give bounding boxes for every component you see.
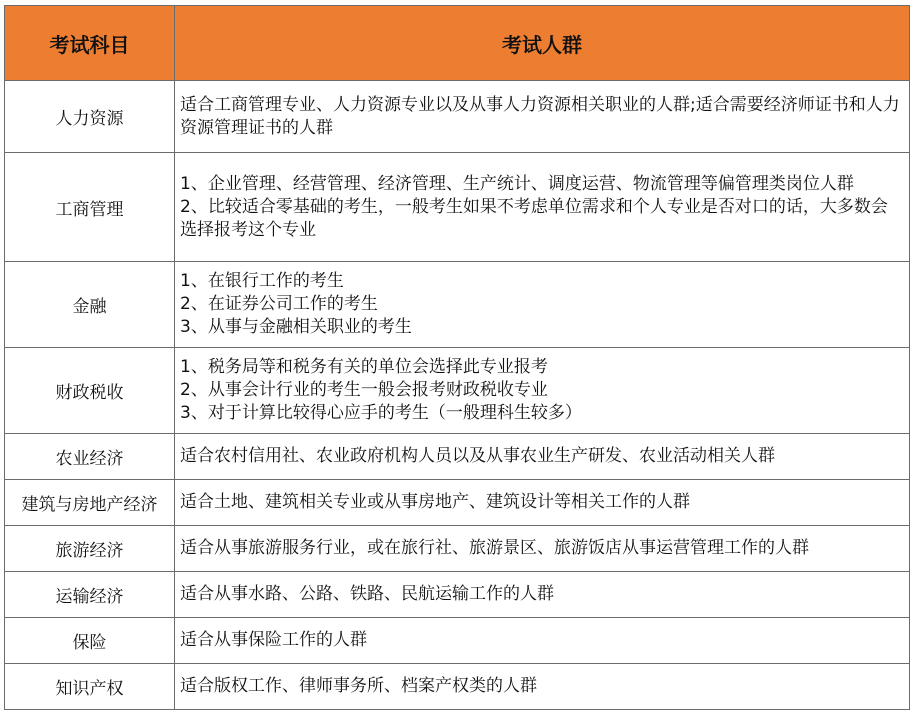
subject-cell: 人力资源 — [5, 81, 175, 153]
target-group-line: 适合从事旅游服务行业，或在旅行社、旅游景区、旅游饭店从事运营管理工作的人群 — [180, 538, 809, 558]
target-group-line: 1、在银行工作的考生 — [180, 271, 344, 291]
target-group-line: 1、企业管理、经营管理、经济管理、生产统计、调度运营、物流管理等偏管理类岗位人群 — [180, 173, 854, 194]
table-row — [5, 618, 910, 664]
subject-cell: 金融 — [5, 262, 175, 348]
exam-table-sheet — [4, 5, 909, 710]
header-row — [5, 6, 910, 81]
header-subject: 考试科目 — [5, 6, 175, 81]
target-group-line: 适合工商管理专业、人力资源专业以及从事人力资源相关职业的人群;适合需要经济师证书和人力资源管理证书的人群 — [180, 94, 900, 138]
table-row — [5, 480, 910, 526]
subject-cell: 保险 — [5, 618, 175, 664]
table-row — [5, 664, 910, 710]
target-group-line: 适合版权工作、律师事务所、档案产权类的人群 — [180, 676, 537, 696]
subject-cell: 财政税收 — [5, 348, 175, 434]
target-group-cell — [175, 664, 910, 710]
target-group-cell — [175, 153, 910, 262]
target-group-line: 2、在证券公司工作的考生 — [180, 294, 378, 314]
target-group-cell — [175, 348, 910, 434]
target-group-line: 2、比较适合零基础的考生，一般考生如果不考虑单位需求和个人专业是否对口的话，大多数会选择报考这个专业 — [180, 196, 888, 240]
target-group-cell — [175, 572, 910, 618]
target-group-line: 2、从事会计行业的考生一般会报考财政税收专业 — [180, 380, 548, 400]
subject-cell: 知识产权 — [5, 664, 175, 710]
subject-cell: 工商管理 — [5, 153, 175, 262]
target-group-line: 适合从事保险工作的人群 — [180, 630, 367, 650]
subject-cell: 农业经济 — [5, 434, 175, 480]
subject-cell: 旅游经济 — [5, 526, 175, 572]
table-row — [5, 526, 910, 572]
header-target-group: 考试人群 — [175, 6, 910, 81]
subject-cell: 运输经济 — [5, 572, 175, 618]
table-row — [5, 81, 910, 153]
target-group-line: 3、从事与金融相关职业的考生 — [180, 317, 412, 337]
target-group-line: 适合土地、建筑相关专业或从事房地产、建筑设计等相关工作的人群 — [180, 492, 690, 512]
table-row — [5, 348, 910, 434]
target-group-cell — [175, 618, 910, 664]
table-row — [5, 262, 910, 348]
table-row — [5, 572, 910, 618]
target-group-line: 3、对于计算比较得心应手的考生（一般理科生较多） — [180, 403, 582, 423]
table-row — [5, 434, 910, 480]
target-group-line: 适合从事水路、公路、铁路、民航运输工作的人群 — [180, 584, 554, 604]
exam-subject-table — [4, 5, 910, 710]
target-group-cell — [175, 526, 910, 572]
target-group-cell — [175, 480, 910, 526]
target-group-line: 1、税务局等和税务有关的单位会选择此专业报考 — [180, 357, 548, 377]
target-group-cell — [175, 434, 910, 480]
target-group-cell — [175, 262, 910, 348]
subject-cell: 建筑与房地产经济 — [5, 480, 175, 526]
target-group-cell — [175, 81, 910, 153]
target-group-line: 适合农村信用社、农业政府机构人员以及从事农业生产研发、农业活动相关人群 — [180, 446, 775, 466]
table-row — [5, 153, 910, 262]
